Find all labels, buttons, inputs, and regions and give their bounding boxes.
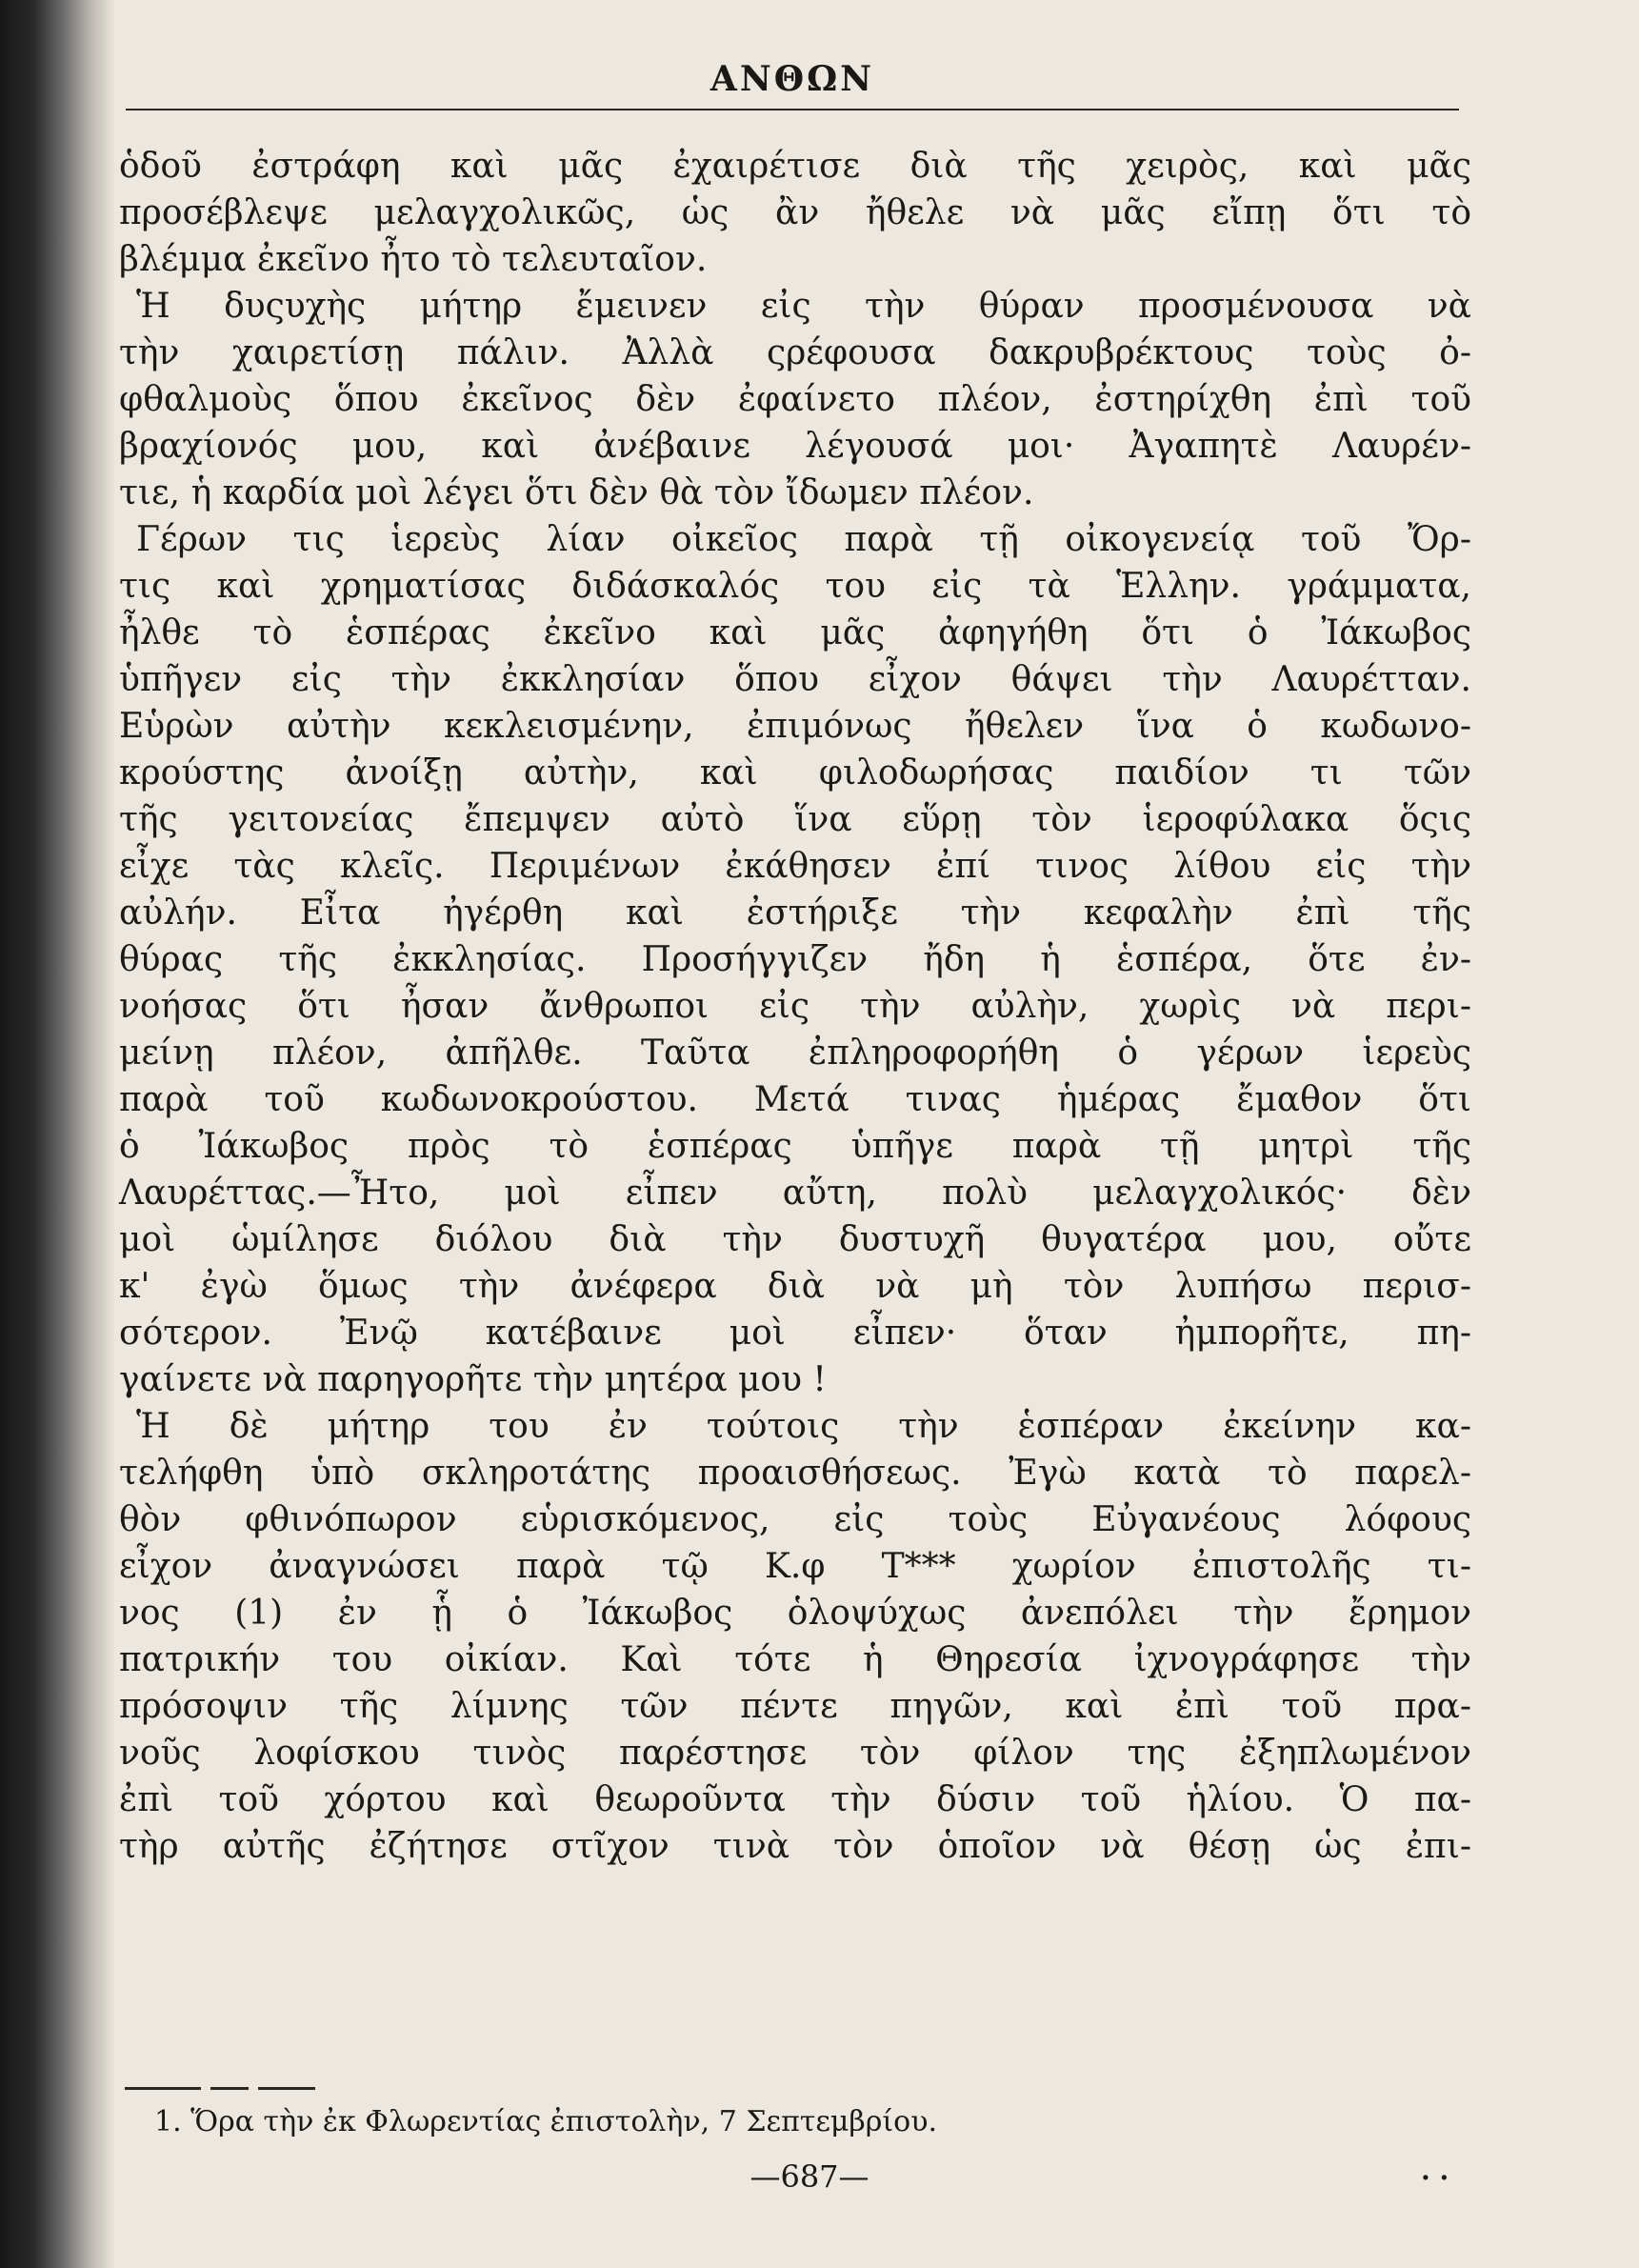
running-title: ΑΝΘΩΝ [710, 59, 875, 99]
text-line: Γέρων τις ἱερεὺς λίαν οἰκεῖος παρὰ τῇ οἰκογενείᾳ τοῦ Ὄρ- [136, 520, 1471, 559]
text-line: τελήφθη ὑπὸ σκληροτάτης προαισθήσεως. Ἐγὼ κατὰ τὸ παρελ- [119, 1454, 1471, 1493]
text-line: θύρας τῆς ἐκκλησίας. Προσήγγιζεν ἤδη ἡ ἑσπέρα, ὅτε ἐν- [119, 940, 1471, 979]
body-text [119, 143, 1471, 1870]
text-line: πατρικήν του οἰκίαν. Καὶ τότε ἡ Θηρεσία ἰχνογράφησε τὴν [119, 1640, 1471, 1679]
text-line: τιε, ἡ καρδία μοὶ λέγει ὅτι δὲν θὰ τὸν ἴδωμεν πλέον. [119, 473, 1034, 512]
text-line: σότερον. Ἐνῷ κατέβαινε μοὶ εἶπεν· ὅταν ἠμπορῆτε, πη- [119, 1314, 1471, 1353]
text-line: νοήσας ὅτι ἦσαν ἄνθρωποι εἰς τὴν αὐλὴν, χωρὶς νὰ περι- [119, 987, 1471, 1026]
footnote: 1. Ὅρα τὴν ἐκ Φλωρεντίας ἐπιστολὴν, 7 Σεπτεμβρίου. [154, 2105, 937, 2138]
page-number: —687— [750, 2158, 869, 2195]
text-line: νοῦς λοφίσκου τινὸς παρέστησε τὸν φίλον της ἐξηπλωμένον [119, 1734, 1471, 1773]
text-line: τὴρ αὐτῆς ἐζήτησε στῖχον τινὰ τὸν ὁποῖον νὰ θέσῃ ὡς ἐπι- [119, 1827, 1471, 1866]
text-line: βλέμμα ἐκεῖνο ἦτο τὸ τελευταῖον. [119, 240, 708, 279]
text-line: εἶχε τὰς κλεῖς. Περιμένων ἐκάθησεν ἐπί τινος λίθου εἰς τὴν [119, 847, 1471, 886]
text-line: φθαλμοὺς ὅπου ἐκεῖνος δὲν ἐφαίνετο πλέον, ἐστηρίχθη ἐπὶ τοῦ [119, 380, 1471, 419]
text-line: τῆς γειτονείας ἔπεμψεν αὐτὸ ἵνα εὕρῃ τὸν ἱεροφύλακα ὅςις [119, 800, 1471, 839]
text-line: μείνῃ πλέον, ἀπῆλθε. Ταῦτα ἐπληροφορήθη ὁ γέρων ἱερεὺς [119, 1034, 1471, 1073]
book-spine-shadow [0, 0, 114, 2268]
text-line: προσέβλεψε μελαγχολικῶς, ὡς ἂν ἤθελε νὰ μᾶς εἴπῃ ὅτι τὸ [119, 193, 1471, 232]
text-line: παρὰ τοῦ κωδωνοκρούστου. Μετά τινας ἡμέρας ἔμαθον ὅτι [119, 1080, 1471, 1119]
header-rule [126, 109, 1459, 110]
text-line: θὸν φθινόπωρον εὑρισκόμενος, εἰς τοὺς Εὐγανέους λόφους [119, 1500, 1471, 1539]
text-line: κ' ἐγὼ ὅμως τὴν ἀνέφερα διὰ νὰ μὴ τὸν λυπήσω περισ- [119, 1267, 1471, 1306]
text-line: πρόσοψιν τῆς λίμνης τῶν πέντε πηγῶν, καὶ ἐπὶ τοῦ πρα- [119, 1687, 1471, 1726]
text-line: βραχίονός μου, καὶ ἀνέβαινε λέγουσά μοι· Ἀγαπητὲ Λαυρέν- [119, 427, 1471, 466]
text-line: ὁ Ἰάκωβος πρὸς τὸ ἑσπέρας ὑπῆγε παρὰ τῇ μητρὶ τῆς [119, 1127, 1471, 1166]
text-line: ὁδοῦ ἐστράφη καὶ μᾶς ἐχαιρέτισε διὰ τῆς χειρὸς, καὶ μᾶς [119, 147, 1471, 186]
text-line: ἐπὶ τοῦ χόρτου καὶ θεωροῦντα τὴν δύσιν τοῦ ἡλίου. Ὁ πα- [119, 1780, 1471, 1819]
text-line: τις καὶ χρηματίσας διδάσκαλός του εἰς τὰ Ἑλλην. γράμματα, [119, 567, 1471, 606]
bottom-marks: . . [1421, 2155, 1449, 2186]
text-line: Ἡ δυςυχὴς μήτηρ ἔμεινεν εἰς τὴν θύραν προσμένουσα νὰ [136, 287, 1471, 326]
text-line: κρούστης ἀνοίξῃ αὐτὴν, καὶ φιλοδωρήσας παιδίον τι τῶν [119, 753, 1471, 793]
text-line: Λαυρέττας.—Ἦτο, μοὶ εἶπεν αὔτη, πολὺ μελαγχολικός· δὲν [119, 1174, 1471, 1213]
text-line: νος (1) ἐν ᾗ ὁ Ἰάκωβος ὁλοψύχως ἀνεπόλει τὴν ἔρημον [119, 1594, 1471, 1633]
footnote-rule [125, 2084, 315, 2094]
text-line: γαίνετε νὰ παρηγορῆτε τὴν μητέρα μου ! [119, 1360, 827, 1399]
text-line: Ἡ δὲ μήτηρ του ἐν τούτοις τὴν ἑσπέραν ἐκείνην κα- [136, 1407, 1471, 1446]
text-line: εἶχον ἀναγνώσει παρὰ τῷ Κ.φ Τ*** χωρίον ἐπιστολῆς τι- [119, 1547, 1471, 1586]
text-line: αὐλήν. Εἶτα ἠγέρθη καὶ ἐστήριξε τὴν κεφαλὴν ἐπὶ τῆς [119, 893, 1471, 933]
text-line: ὑπῆγεν εἰς τὴν ἐκκλησίαν ὅπου εἶχον θάψει τὴν Λαυρέτταν. [119, 660, 1471, 699]
text-line: ἦλθε τὸ ἑσπέρας ἐκεῖνο καὶ μᾶς ἀφηγήθη ὅτι ὁ Ἰάκωβος [119, 613, 1471, 652]
text-line: Εὑρὼν αὐτὴν κεκλεισμένην, ἐπιμόνως ἤθελεν ἵνα ὁ κωδωνο- [119, 707, 1471, 746]
text-line: μοὶ ὡμίλησε διόλου διὰ τὴν δυστυχῆ θυγατέρα μου, οὔτε [119, 1220, 1471, 1259]
text-line: τὴν χαιρετίσῃ πάλιν. Ἀλλὰ ςρέφουσα δακρυβρέκτους τοὺς ὀ- [119, 333, 1471, 372]
